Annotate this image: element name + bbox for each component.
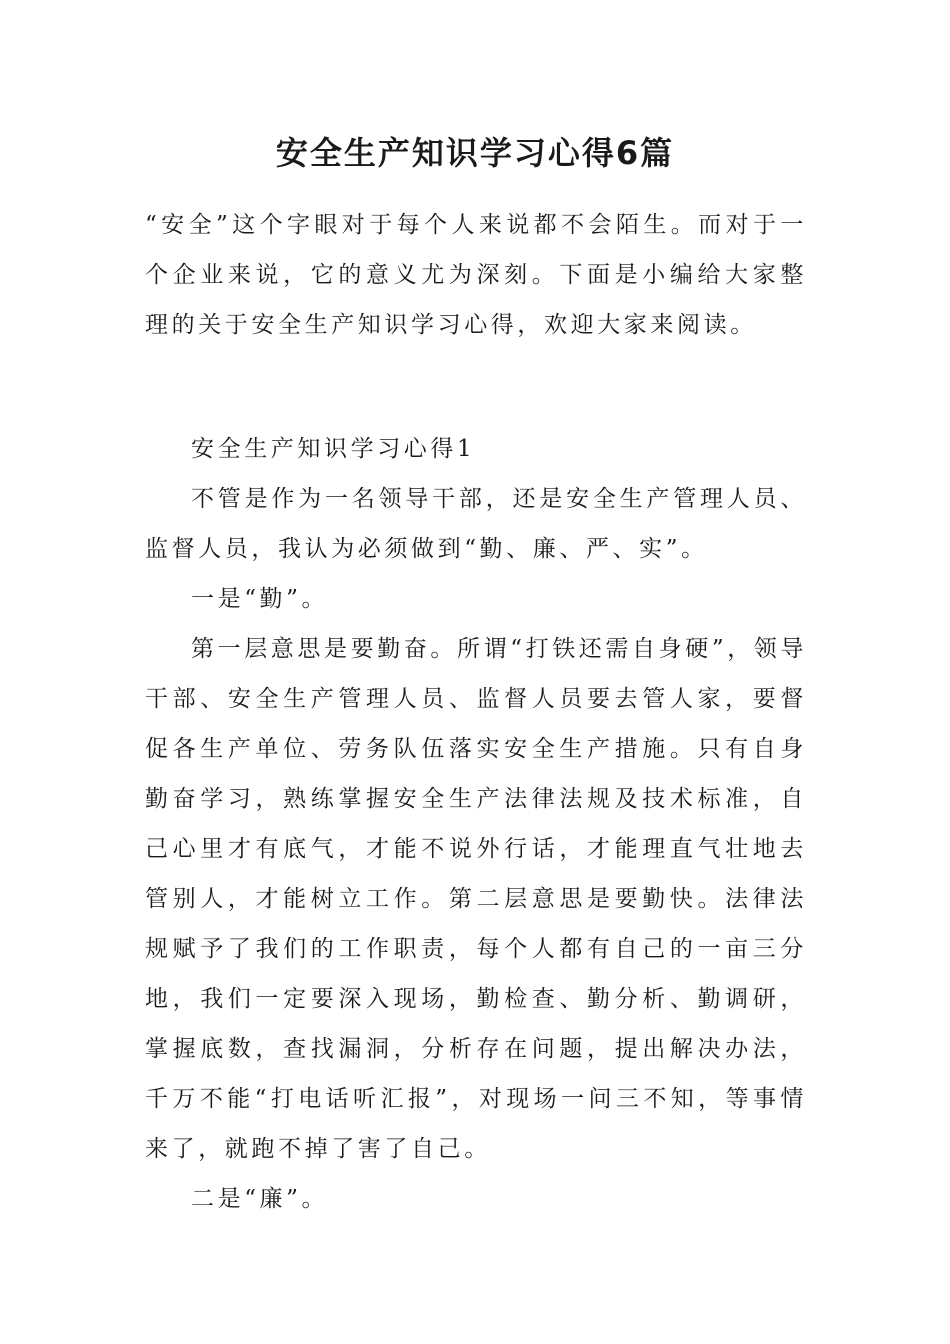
body-paragraph: 二是“廉”。 [191, 1186, 329, 1212]
intro-block [145, 200, 807, 350]
intro-paragraph: “安全”这个字眼对于每个人来说都不会陌生。而对于一个企业来说，它的意义尤为深刻。下面是小编给大家整理的关于安全生产知识学习心得，欢迎大家来阅读。 [145, 212, 807, 338]
document-title: 安全生产知识学习心得6篇 [275, 134, 675, 172]
body-paragraph: 第一层意思是要勤奋。所谓“打铁还需自身硬”，领导干部、安全生产管理人员、监督人员要去管人家，要督促各生产单位、劳务队伍落实安全生产措施。只有自身勤奋学习，熟练掌握安全生产法律法规及技术标准，自己心里才有底气，才能不说外行话，才能理直气壮地去管别人，才能树立工作。第二层意思是要勤快。法律法规赋予了我们的工作职责，每个人都有自己的一亩三分地，我们一定要深入现场，勤检查、勤分析、勤调研，掌握底数，查找漏洞，分析存在问题，提出解决办法，千万不能“打电话听汇报”，对现场一问三不知，等事情来了，就跑不掉了害了自己。 [145, 636, 807, 1162]
section-1 [145, 424, 807, 1224]
body-paragraph: 一是“勤”。 [191, 586, 329, 612]
body-paragraph: 不管是作为一名领导干部，还是安全生产管理人员、监督人员，我认为必须做到“勤、廉、严、实”。 [145, 486, 807, 562]
section-heading: 安全生产知识学习心得1 [191, 436, 476, 462]
